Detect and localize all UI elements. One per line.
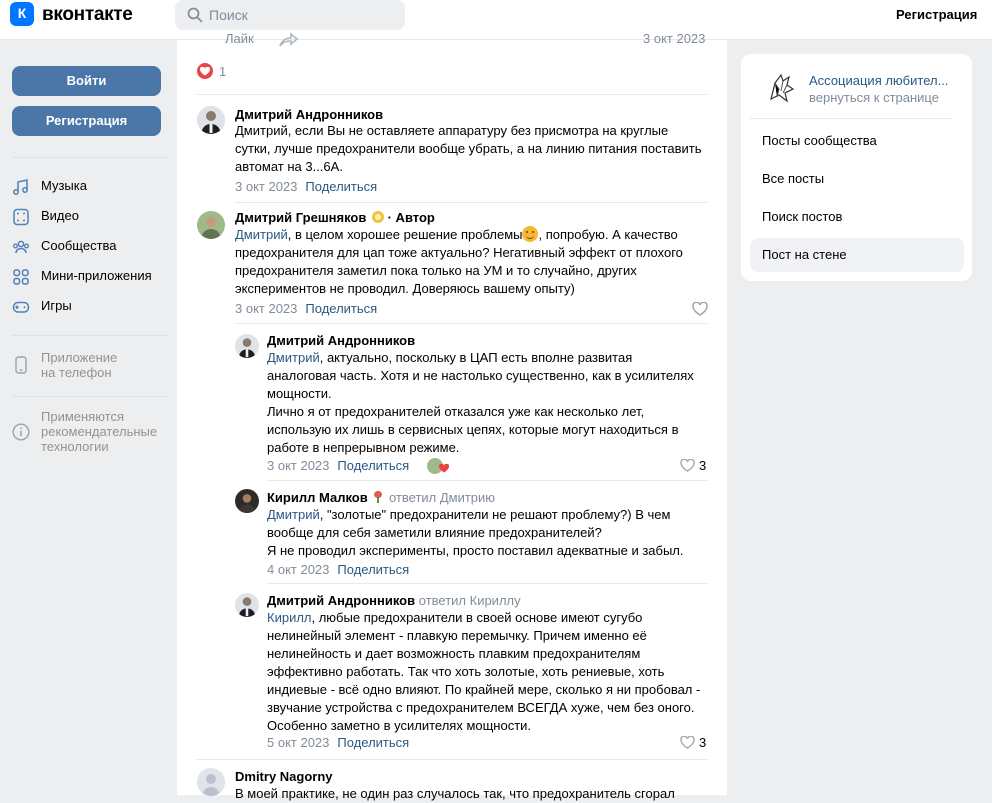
divider — [235, 323, 707, 324]
share-link[interactable]: Поделиться — [337, 735, 410, 750]
reaction-heart-icon[interactable] — [197, 63, 213, 79]
comment-author[interactable]: Dmitry Nagorny — [235, 769, 333, 784]
replied-to-label[interactable]: ответил Дмитрию — [388, 490, 496, 505]
comment-text: Дмитрий, актуально, поскольку в ЦАП есть вполне развитая аналоговая часть. Хотя и не настолько существенно, как в усилителях мощности. Лично я от предохранителей отказался уже как несколько лет, использую их лишь в сервисных цепях, которые могут находиться в работе в непрерывном режиме. — [267, 350, 694, 455]
community-name-link[interactable]: Ассоциация любител... — [809, 73, 949, 88]
comment-like-button[interactable] — [680, 735, 706, 750]
avatar[interactable] — [235, 593, 259, 617]
nav-all-posts[interactable]: Все посты — [762, 171, 825, 186]
comment-date[interactable]: 5 окт 2023 — [267, 735, 330, 750]
heart-outline-icon[interactable] — [692, 302, 708, 316]
community-nav-panel — [741, 54, 972, 281]
divider — [197, 759, 707, 760]
sidebar-item-communities[interactable] — [12, 236, 172, 258]
sidebar-item-video[interactable] — [12, 206, 172, 228]
sidebar-item-label: Музыка — [41, 178, 87, 193]
nav-search-posts[interactable]: Поиск постов — [762, 209, 843, 224]
sidebar-item-recommendations[interactable] — [12, 409, 172, 457]
heart-outline-icon — [680, 459, 695, 472]
register-button[interactable]: Регистрация — [12, 106, 161, 136]
search-box[interactable] — [175, 0, 405, 30]
divider — [750, 118, 952, 119]
vk-logo-text[interactable]: вконтакте — [42, 4, 133, 25]
header-register-link[interactable]: Регистрация — [896, 7, 978, 22]
mini-apps-icon — [12, 268, 30, 286]
comment-meta — [267, 735, 409, 750]
sidebar-divider — [12, 335, 168, 336]
sidebar-divider — [12, 157, 168, 158]
sidebar-item-label: Видео — [41, 208, 79, 223]
back-to-page-link[interactable]: вернуться к странице — [809, 90, 939, 105]
replied-to-label[interactable]: ответил Кириллу — [418, 593, 521, 608]
comment-meta — [267, 458, 409, 473]
login-button[interactable]: Войти — [12, 66, 161, 96]
mention-link[interactable]: Кирилл — [267, 610, 312, 625]
divider — [267, 480, 707, 481]
post-date: 3 окт 2023 — [643, 31, 706, 46]
phone-app-label: Приложение на телефон — [41, 350, 118, 380]
search-icon — [187, 7, 203, 23]
comment-text: Дмитрий, в целом хорошее решение проблемы , попробую. А качество предохранителя для цап тоже актуально? Негативный эффект от плохого предохранителя заметил пока только на УМ и то случайно, других экспериментов не проводил. Доверяюсь вашему опыту) — [235, 227, 683, 296]
share-link[interactable]: Поделиться — [337, 562, 410, 577]
video-icon — [12, 208, 30, 226]
heart-outline-icon — [680, 736, 695, 749]
author-role-badge: · Автор — [387, 210, 435, 225]
avatar[interactable] — [197, 768, 225, 796]
comment-meta — [235, 179, 377, 194]
comment-date[interactable]: 4 окт 2023 — [267, 562, 330, 577]
comment-text: Дмитрий, "золотые" предохранители не решают проблему?) В чем вообще для себя заметили влияние предохранителей? Я не проводил эксперименты, просто поставил адекватные и забыл. — [267, 507, 684, 558]
share-link[interactable]: Поделиться — [305, 179, 378, 194]
comment-author[interactable]: Кирилл Малков ответил Дмитрию — [267, 490, 496, 505]
like-count: 3 — [699, 735, 707, 750]
comment-author[interactable]: Дмитрий Грешняков · Автор — [235, 210, 435, 225]
mention-link[interactable]: Дмитрий — [267, 507, 320, 522]
sidebar-item-phone-app[interactable] — [12, 350, 172, 382]
avatar[interactable] — [235, 489, 259, 513]
share-link[interactable]: Поделиться — [305, 301, 378, 316]
search-input[interactable] — [209, 0, 389, 30]
verified-badge-icon — [372, 211, 384, 223]
comment-text: Дмитрий, если Вы не оставляете аппаратуру без присмотра на круглые сутки, лучше предохранители вообще убрать, а на линию питания поставить автомат на 3...6А. — [235, 123, 702, 174]
top-header — [0, 0, 992, 40]
sidebar-item-label: Сообщества — [41, 238, 117, 253]
comment-date[interactable]: 3 окт 2023 — [267, 458, 330, 473]
avatar[interactable] — [197, 211, 225, 239]
small-heart-icon — [439, 464, 449, 473]
sidebar-item-label: Игры — [41, 298, 72, 313]
avatar[interactable] — [197, 106, 225, 134]
comment-author[interactable]: Дмитрий Андронников — [267, 333, 416, 348]
share-icon[interactable] — [277, 32, 299, 48]
communities-icon — [12, 238, 30, 256]
sidebar-divider — [12, 396, 168, 397]
divider — [235, 202, 707, 203]
divider — [197, 94, 707, 95]
games-icon — [12, 298, 30, 316]
mention-link[interactable]: Дмитрий — [235, 227, 288, 242]
comment-author[interactable]: Дмитрий Андронников ответил Кириллу — [267, 593, 521, 608]
sidebar-item-label: Мини-приложения — [41, 268, 152, 283]
mention-link[interactable]: Дмитрий — [267, 350, 320, 365]
comments-feed — [177, 31, 727, 801]
vk-logo-icon[interactable]: К — [10, 2, 34, 26]
comment-text: В моей практике, не один раз случалось так, что предохранитель сгорал — [235, 786, 675, 801]
reaction-count: 1 — [219, 64, 227, 79]
music-icon — [12, 178, 30, 196]
nav-wall-post[interactable]: Пост на стене — [750, 238, 964, 272]
like-count: 3 — [699, 458, 707, 473]
comment-date[interactable]: 3 окт 2023 — [235, 301, 298, 316]
nav-community-posts[interactable]: Посты сообщества — [762, 133, 877, 148]
comment-like-button[interactable] — [680, 458, 706, 473]
sidebar-item-games[interactable] — [12, 296, 172, 318]
share-link[interactable]: Поделиться — [337, 458, 410, 473]
comment-meta — [267, 562, 409, 577]
sidebar-item-mini-apps[interactable] — [12, 266, 172, 288]
phone-icon — [15, 356, 27, 374]
comment-text: Кирилл, любые предохранители в своей основе имеют сугубо нелинейный элемент - плавкую перемычку. Причем именно её нелинейность и дает возможность плавким предохранителям эффективно работать. Так что хоть золотые, хоть рениевые, хоть индиевые - всё одно влияют. По крайней мере, сколько я ни пробовал - звучание устройства с предохранителем ВСЕГДА хуже, чем без оного. Особенно заметно в усилителях мощности. — [267, 610, 701, 733]
info-icon — [12, 423, 30, 441]
comment-meta — [235, 301, 377, 316]
comment-author[interactable]: Дмитрий Андронников — [235, 107, 384, 122]
sidebar-item-music[interactable] — [12, 176, 172, 198]
recommendations-label: Применяются рекомендательные технологии — [41, 409, 158, 454]
divider — [267, 583, 707, 584]
post-like-label: Лайк — [225, 31, 254, 46]
gift-badge-icon — [373, 491, 383, 503]
smile-emoji-icon — [522, 226, 538, 242]
comment-date[interactable]: 3 окт 2023 — [235, 179, 298, 194]
community-avatar[interactable] — [763, 69, 799, 105]
avatar[interactable] — [235, 334, 259, 358]
